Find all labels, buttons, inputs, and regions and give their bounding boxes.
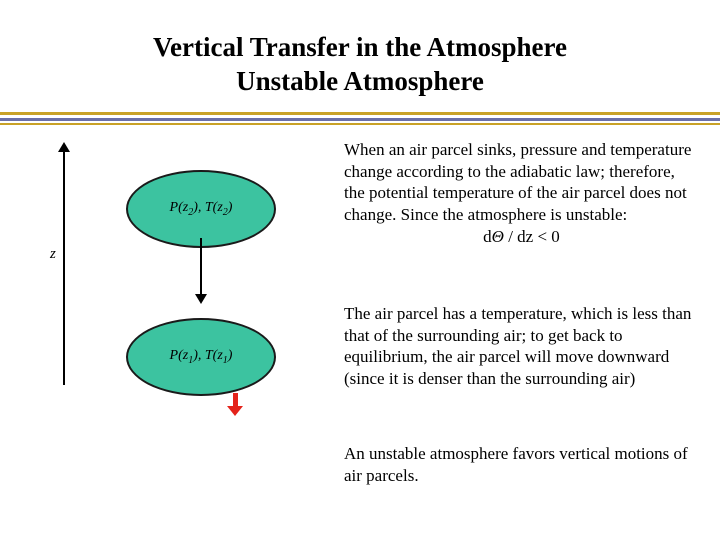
red-down-arrow-shaft: [233, 393, 238, 407]
slide-title: [0, 30, 720, 98]
title-line-2: Unstable Atmosphere: [236, 66, 484, 96]
explanation-paragraph-2: The air parcel has a temperature, which is less than that of the surrounding air; to get back to equilibrium, the air parcel will move downward (since it is denser than the surrounding air): [344, 304, 692, 388]
sinking-arrow-shaft: [200, 238, 202, 295]
z-axis-line: [63, 150, 65, 385]
title-line-1: Vertical Transfer in the Atmosphere: [153, 32, 567, 62]
stability-formula: dΘ / dz < 0: [483, 227, 560, 246]
title-rule-gold-lower: [0, 123, 720, 125]
conclusion-paragraph: An unstable atmosphere favors vertical motions of air parcels.: [344, 444, 688, 485]
lower-air-parcel: [126, 318, 276, 396]
upper-parcel-label: $P(z_2)$, $T(z_2)$: [169, 200, 233, 218]
title-rule-blue: [0, 118, 720, 121]
lower-parcel-label: $P(z_1)$, $T(z_1)$: [169, 348, 233, 366]
title-rule-gold: [0, 112, 720, 115]
explanation-paragraph-1: When an air parcel sinks, pressure and temperature change according to the adiabatic law; therefore, the potential temperature of the air parcel does not change. Since the atmosphere is unstable: dΘ / dz < 0: [344, 139, 699, 248]
red-down-arrow-icon: [227, 406, 243, 416]
upper-air-parcel: [126, 170, 276, 248]
sinking-arrowhead: [195, 294, 207, 304]
z-axis-label: z: [50, 246, 56, 262]
